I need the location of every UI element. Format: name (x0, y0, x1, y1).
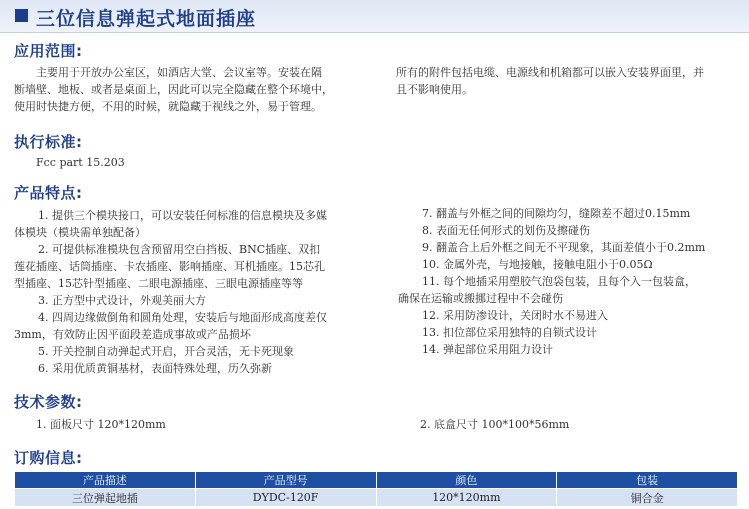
section-heading-application: 应用范围: (14, 42, 83, 60)
feature-item: 11. 每个地插采用塑胶气泡袋包装，且每个入一包装盒， (422, 275, 696, 288)
column-header-model: 产品型号 (195, 472, 376, 489)
feature-item: 莲花插座、话筒插座、卡农插座、影响插座、耳机插座。15芯孔 (14, 260, 325, 273)
section-heading-order: 订购信息: (14, 449, 83, 467)
column-header-description: 产品描述 (15, 472, 196, 489)
table-header-row (15, 472, 738, 489)
features-list-left (14, 207, 389, 377)
table-row (15, 489, 738, 507)
features-list-right (398, 205, 743, 358)
text-line: Fcc part 15.203 (36, 156, 125, 169)
feature-item: 9. 翻盖合上后外框之间无不平现象，其面差值小于0.2mm (422, 241, 706, 254)
text-line: 使用时快捷方便，不用的时候，就隐藏于视线之外，易于管理。 (14, 100, 322, 113)
feature-item: 2. 可提供标准模块包含预留用空白挡板、BNC插座、双扣 (38, 243, 321, 256)
table-cell: 120*120mm (376, 489, 557, 507)
order-table (14, 471, 738, 507)
feature-item: 确保在运输或搬挪过程中不会碰伤 (398, 292, 563, 305)
feature-item: 7. 翻盖与外框之间的间隙均匀，缝隙差不超过0.15mm (422, 207, 691, 220)
standard-text (36, 154, 125, 171)
feature-item: 4. 四周边缘做倒角和圆角处理，安装后与地面形成高度差仅 (38, 311, 327, 324)
feature-item: 体模块（模块需单独配备） (14, 226, 146, 239)
feature-item: 3. 正方型中式设计，外观美丽大方 (38, 294, 206, 307)
tech-spec-box-size: 2. 底盒尺寸 100*100*56mm (420, 418, 570, 431)
feature-item: 14. 弹起部位采用阻力设计 (422, 343, 553, 356)
feature-item: 13. 扣位部位采用独特的自锁式设计 (422, 326, 597, 339)
table-cell: DYDC-120F (195, 489, 376, 507)
feature-item: 型插座、15芯针型插座、二眼电源插座、三眼电源插座等等 (14, 277, 303, 290)
text-line: 主要用于开放办公室区，如酒店大堂、会议室等。安装在隔 (36, 66, 322, 79)
column-header-packaging: 包装 (557, 472, 738, 489)
section-heading-tech: 技术参数: (14, 393, 83, 411)
application-text-right (396, 64, 741, 98)
feature-item: 12. 采用防渗设计，关闭时水不易进入 (422, 309, 608, 322)
text-line: 所有的附件包括电缆、电源线和机箱都可以嵌入安装界面里，并 (396, 66, 704, 79)
feature-item: 5. 开关控制自动弹起式开启，开合灵活，无卡死现象 (38, 345, 294, 358)
feature-item: 6. 采用优质黄铜基材，表面特殊处理，历久弥新 (38, 362, 272, 375)
tech-spec-panel-size: 1. 面板尺寸 120*120mm (36, 418, 166, 431)
table-cell: 三位弹起地插 (15, 489, 196, 507)
title-square-icon (15, 9, 28, 22)
feature-item: 10. 金属外壳，与地接触，接触电阻小于0.05Ω (422, 258, 653, 271)
column-header-color: 颜色 (376, 472, 557, 489)
section-heading-features: 产品特点: (14, 184, 83, 202)
application-text-left (14, 64, 386, 115)
feature-item: 8. 表面无任何形式的划伤及擦碰伤 (422, 224, 590, 237)
text-line: 断墙壁、地板、或者是桌面上，因此可以完全隐藏在整个环境中， (14, 83, 333, 96)
page-title: 三位信息弹起式地面插座 (36, 8, 257, 30)
feature-item: 3mm，有效防止因平面段差造成事故或产品损坏 (14, 328, 251, 341)
table-cell: 铜合金 (557, 489, 738, 507)
section-heading-standard: 执行标准: (14, 133, 83, 151)
feature-item: 1. 提供三个模块接口，可以安装任何标准的信息模块及多媒 (38, 209, 327, 222)
text-line: 且不影响使用。 (396, 83, 473, 96)
title-bar (0, 0, 749, 33)
